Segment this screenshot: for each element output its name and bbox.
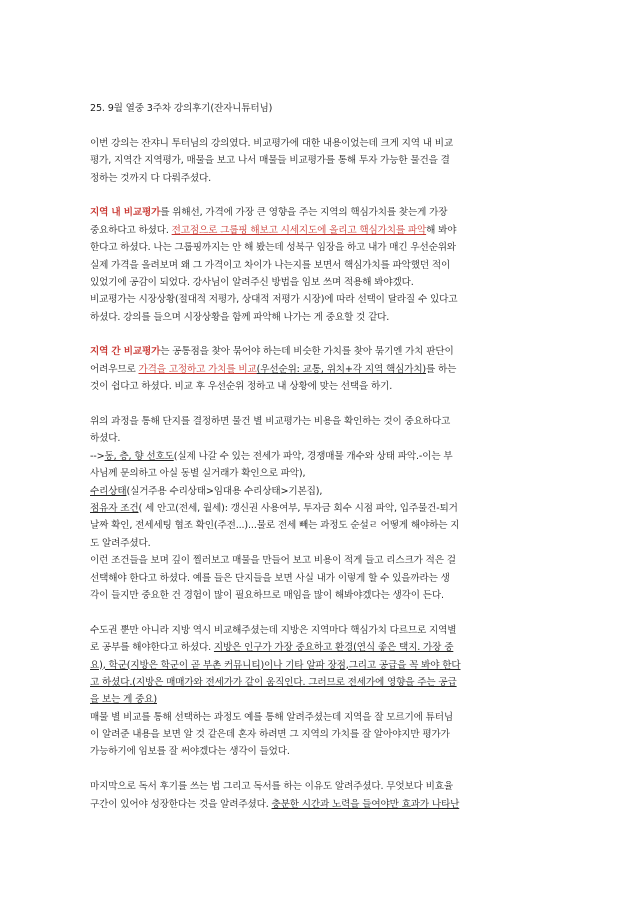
text-line: 각이 들지만 중요한 건 경험이 많이 필요하므로 매임을 많이 해봐야겠다는 생각이 든다. xyxy=(90,589,444,601)
text-line: 이 알려준 내용을 보면 알 것 같은데 혼자 하려면 그 지역의 가치를 잘 알아야지만 평가가 xyxy=(90,729,450,741)
text-span: --> xyxy=(90,450,105,462)
text-line: 이런 조건들을 보며 깊이 찔러보고 매물을 만들어 보고 비용이 적게 들고 리스크가 적은 걸 xyxy=(90,555,456,567)
text-span: (실제 나갈 수 있는 전세가 파악, 경쟁매물 개수와 상태 파악.-이는 부 xyxy=(173,450,453,462)
underline-span: 충분한 시간과 노력을 들여야만 효과가 나타난 xyxy=(271,798,460,810)
paragraph-intra-region xyxy=(90,204,550,326)
highlight-heading: 지역 간 비교평가 xyxy=(90,346,161,358)
text-line: 수도권 뿐만 아니라 지방 역시 비교해주셨는데 지방은 지역마다 핵심가치 다르므로 지역별 xyxy=(90,624,457,636)
underline-span: 점유자 조건 xyxy=(90,502,139,514)
text-line: 선택해야 한다고 하셨다. 예를 들은 단지들을 보면 사실 내가 이렇게 할 수 있을까라는 생 xyxy=(90,572,450,584)
text-line: 정하는 것까지 다 다뤄주셨다. xyxy=(90,172,212,184)
text-line: 사님께 문의하고 아실 동별 실거래가 확인으로 파악), xyxy=(90,468,306,480)
text-span: 구간이 있어야 성장한다는 것을 알려주셨다. xyxy=(90,798,272,810)
paragraph-inter-region xyxy=(90,343,550,395)
text-span: ( 세 안고(전세, 월세): 갱신권 사용여부, 투자금 회수 시점 파악, 입주물건-퇴거 xyxy=(138,502,458,514)
underline-span: 동, 층, 향 선호도 xyxy=(104,450,174,462)
underline-span: 고 하셨다.(지방은 매매가와 전세가가 같이 움직인다. 그러므로 전세가에 영향을 주는 공급 xyxy=(90,676,457,688)
highlight-underline: 가격을 고정하고 가치를 비교 xyxy=(138,363,257,375)
text-span: 를 위해선, 가격에 가장 큰 영향을 주는 지역의 핵심가치를 찾는게 가장 xyxy=(160,207,448,219)
text-line: 날짜 확인, 전세세팅 협조 확인(주전...)...물로 전세 빼는 과정도 순설ㄹ 어떻게 해야하는 지 xyxy=(90,520,460,532)
paragraph-reading xyxy=(90,778,550,813)
underline-span: 요), 학군(지방은 학군이 곧 부촌 커뮤니티)이나 기타 알파 장점,그리고 공급을 꼭 봐야 한다 xyxy=(90,659,461,671)
text-line: 이번 강의는 잔쟈니 투터님의 강의였다. 비교평가에 대한 내용이었는데 크게 지역 내 비교 xyxy=(90,137,454,149)
underline-span: 수리상태 xyxy=(90,485,127,497)
text-span: 를 하는 xyxy=(426,363,457,375)
text-line: 마지막으로 독서 후기를 쓰는 법 그리고 독서를 하는 이유도 알려주셨다. 무엇보다 비효율 xyxy=(90,781,454,793)
paragraph-local-region xyxy=(90,622,550,761)
text-line: 하셨다. 강의를 들으며 시장상황을 함께 파악해 나가는 게 중요할 것 같다. xyxy=(90,311,390,323)
text-line: 것이 쉽다고 하셨다. 비교 후 우선순위 정하고 내 상황에 맞는 선택을 하기. xyxy=(90,381,393,393)
text-span: 로 공부를 해야한다고 하셨다. xyxy=(90,642,214,654)
text-span: 는 공통점을 찾아 묶어야 하는데 비슷한 가치를 찾아 묶기엔 가치 판단이 xyxy=(160,346,454,358)
text-line: 매물 별 비교를 통해 선택하는 과정도 예를 통해 알려주셨는데 지역을 잘 모르기에 튜터님 xyxy=(90,711,454,723)
text-line: 위의 과정을 통해 단지를 결정하면 물건 별 비교평가는 비용을 확인하는 것이 중요하다고 xyxy=(90,416,451,428)
highlight-underline: 전고점으로 그룹핑 해보고 시세지도에 올리고 핵심가치를 파악 xyxy=(171,224,427,236)
text-line: 있었기에 공감이 되었다. 강사님이 알려주신 방법을 임보 쓰며 적용해 봐야겠다. xyxy=(90,276,414,288)
paragraph-intro xyxy=(90,135,550,187)
underline-span: 지방은 인구가 가장 중요하고 환경(연식 좋은 택지. 가장 중 xyxy=(213,642,454,654)
text-span: 어려우므로 xyxy=(90,363,139,375)
text-span: (실거주용 수리상태>임대용 수리상태>기본집), xyxy=(126,485,323,497)
text-line: 평가, 지역간 지역평가, 매물을 보고 나서 매물들 비교평가를 통해 투자 가능한 물건을 결 xyxy=(90,155,450,167)
text-line: 하셨다. xyxy=(90,433,121,445)
underline-span: (우선순위: 교통, 위치+각 지역 핵심가치) xyxy=(256,363,427,375)
text-line: 비교평가는 시장상황(절대적 저평가, 상대적 저평가 시장)에 따라 선택이 달라질 수 있다고 xyxy=(90,294,458,306)
text-line: 한다고 하셨다. 나는 그룹핑까지는 안 해 봤는데 성북구 임장을 하고 내가 매긴 우선순위와 xyxy=(90,242,456,254)
text-line: 도 알려주셨다. xyxy=(90,537,151,549)
text-line: 가능하기에 임보를 잘 써야겠다는 생각이 들었다. xyxy=(90,746,290,758)
highlight-heading: 지역 내 비교평가 xyxy=(90,207,161,219)
document-title: 25. 9월 열중 3주차 강의후기(잔자니튜터님) xyxy=(90,103,273,114)
text-span: 해 봐야 xyxy=(426,224,457,236)
text-line: 실제 가격을 올려보며 왜 그 가격이고 차이가 나는지를 보면서 핵심가치를 파악했던 적이 xyxy=(90,259,451,271)
paragraph-property-comparison xyxy=(90,413,550,604)
underline-span: 을 보는 게 중요) xyxy=(90,694,157,706)
document-page xyxy=(90,100,550,813)
text-span: 중요하다고 하셨다. xyxy=(90,224,172,236)
